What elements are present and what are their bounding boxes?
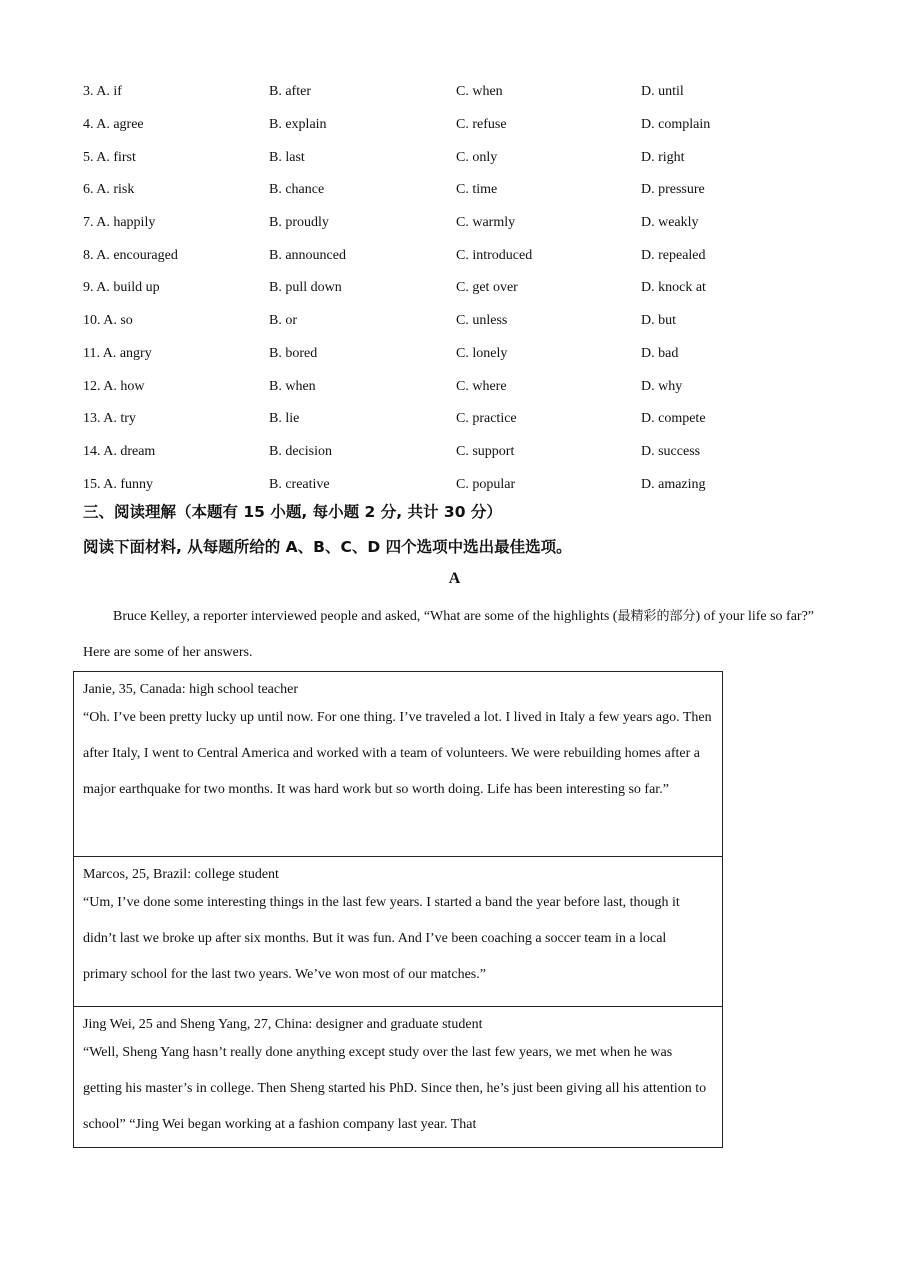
option-a: 8. A. encouraged xyxy=(83,247,178,263)
option-row xyxy=(83,109,843,142)
section-instruction: 阅读下面材料, 从每题所给的 A、B、C、D 四个选项中选出最佳选项。 xyxy=(83,538,572,556)
option-a: 12. A. how xyxy=(83,378,145,394)
passage-intro xyxy=(83,599,823,671)
option-a: 9. A. build up xyxy=(83,280,160,296)
option-a: 11. A. angry xyxy=(83,345,152,361)
option-c: C. only xyxy=(456,149,498,165)
option-d: D. why xyxy=(641,378,683,394)
option-row xyxy=(83,141,843,174)
option-a: 4. A. agree xyxy=(83,117,144,133)
option-b: B. proudly xyxy=(269,215,329,231)
option-b: B. lie xyxy=(269,411,300,427)
option-b: B. announced xyxy=(269,247,346,263)
interview-cell xyxy=(74,672,722,857)
option-b: B. explain xyxy=(269,117,327,133)
option-a: 6. A. risk xyxy=(83,182,135,198)
option-row xyxy=(83,272,843,305)
option-row xyxy=(83,207,843,240)
option-row xyxy=(83,76,843,109)
option-b: B. when xyxy=(269,378,316,394)
option-a: 3. A. if xyxy=(83,84,122,100)
option-d: D. compete xyxy=(641,411,706,427)
option-b: B. or xyxy=(269,313,297,329)
interview-quote: “Well, Sheng Yang hasn’t really done anything except study over the last few years, we met when he was getting his master’s in college. Then Sheng started his PhD. Since then, he’s just been giving all his attention to school” “Jing Wei began working at a fashion company last year. That xyxy=(83,1045,707,1132)
interviewee: Jing Wei, 25 and Sheng Yang, 27, China: designer and graduate student xyxy=(83,1017,483,1032)
option-b: B. bored xyxy=(269,345,318,361)
option-c: C. where xyxy=(456,378,507,394)
interview-table xyxy=(73,671,723,1148)
option-b: B. decision xyxy=(269,443,332,459)
option-b: B. last xyxy=(269,149,305,165)
option-d: D. pressure xyxy=(641,182,705,198)
option-b: B. pull down xyxy=(269,280,342,296)
option-c: C. warmly xyxy=(456,215,516,231)
cloze-options xyxy=(83,76,843,501)
option-row xyxy=(83,239,843,272)
option-c: C. popular xyxy=(456,476,516,492)
option-d: D. complain xyxy=(641,117,711,133)
option-c: C. practice xyxy=(456,411,517,427)
option-d: D. knock at xyxy=(641,280,706,296)
option-row xyxy=(83,403,843,436)
option-d: D. right xyxy=(641,149,685,165)
option-c: C. get over xyxy=(456,280,518,296)
option-a: 13. A. try xyxy=(83,411,136,427)
option-c: C. refuse xyxy=(456,117,507,133)
interview-cell xyxy=(74,857,722,1007)
option-d: D. bad xyxy=(641,345,679,361)
option-a: 14. A. dream xyxy=(83,443,156,459)
option-c: C. introduced xyxy=(456,247,533,263)
option-b: B. after xyxy=(269,84,311,100)
option-d: D. success xyxy=(641,443,701,459)
option-b: B. creative xyxy=(269,476,330,492)
option-row xyxy=(83,174,843,207)
option-a: 15. A. funny xyxy=(83,476,153,492)
option-c: C. support xyxy=(456,443,515,459)
option-d: D. until xyxy=(641,84,684,100)
option-b: B. chance xyxy=(269,182,325,198)
interview-cell xyxy=(74,1007,722,1147)
section-title: 三、阅读理解（本题有 15 小题, 每小题 2 分, 共计 30 分） xyxy=(83,503,502,521)
interviewee: Janie, 35, Canada: high school teacher xyxy=(83,682,298,697)
option-a: 10. A. so xyxy=(83,313,133,329)
option-a: 7. A. happily xyxy=(83,215,156,231)
option-d: D. amazing xyxy=(641,476,706,492)
option-row xyxy=(83,370,843,403)
option-row xyxy=(83,468,843,501)
option-row xyxy=(83,305,843,338)
interview-quote: “Um, I’ve done some interesting things in the last few years. I started a band the year before last, though it didn’t last we broke up after six months. But it was fun. And I’ve been coaching a soccer team in a local primary school for the last two years. We’ve won most of our matches.” xyxy=(83,895,680,982)
option-row xyxy=(83,338,843,371)
intro-text-1: Bruce Kelley, a reporter interviewed people and asked, “What are some of the highlights ( xyxy=(113,609,618,624)
intro-text-2: ) of your life so far?” Here are some of her answers. xyxy=(83,609,815,660)
option-c: C. time xyxy=(456,182,498,198)
option-row xyxy=(83,436,843,469)
option-c: C. unless xyxy=(456,313,508,329)
intro-gloss: 最精彩的部分 xyxy=(617,609,696,624)
interview-quote: “Oh. I’ve been pretty lucky up until now. For one thing. I’ve traveled a lot. I lived in Italy a few years ago. Then after Italy, I went to Central America and worked with a team of volunteers. We were rebuilding homes after a major earthquake for two months. It was hard work but so worth doing. Life has been interesting so far.” xyxy=(83,710,712,797)
option-d: D. repealed xyxy=(641,247,706,263)
interviewee: Marcos, 25, Brazil: college student xyxy=(83,867,279,882)
option-d: D. weakly xyxy=(641,215,699,231)
option-a: 5. A. first xyxy=(83,149,136,165)
option-c: C. lonely xyxy=(456,345,508,361)
option-d: D. but xyxy=(641,313,676,329)
option-c: C. when xyxy=(456,84,503,100)
passage-label: A xyxy=(448,570,461,587)
